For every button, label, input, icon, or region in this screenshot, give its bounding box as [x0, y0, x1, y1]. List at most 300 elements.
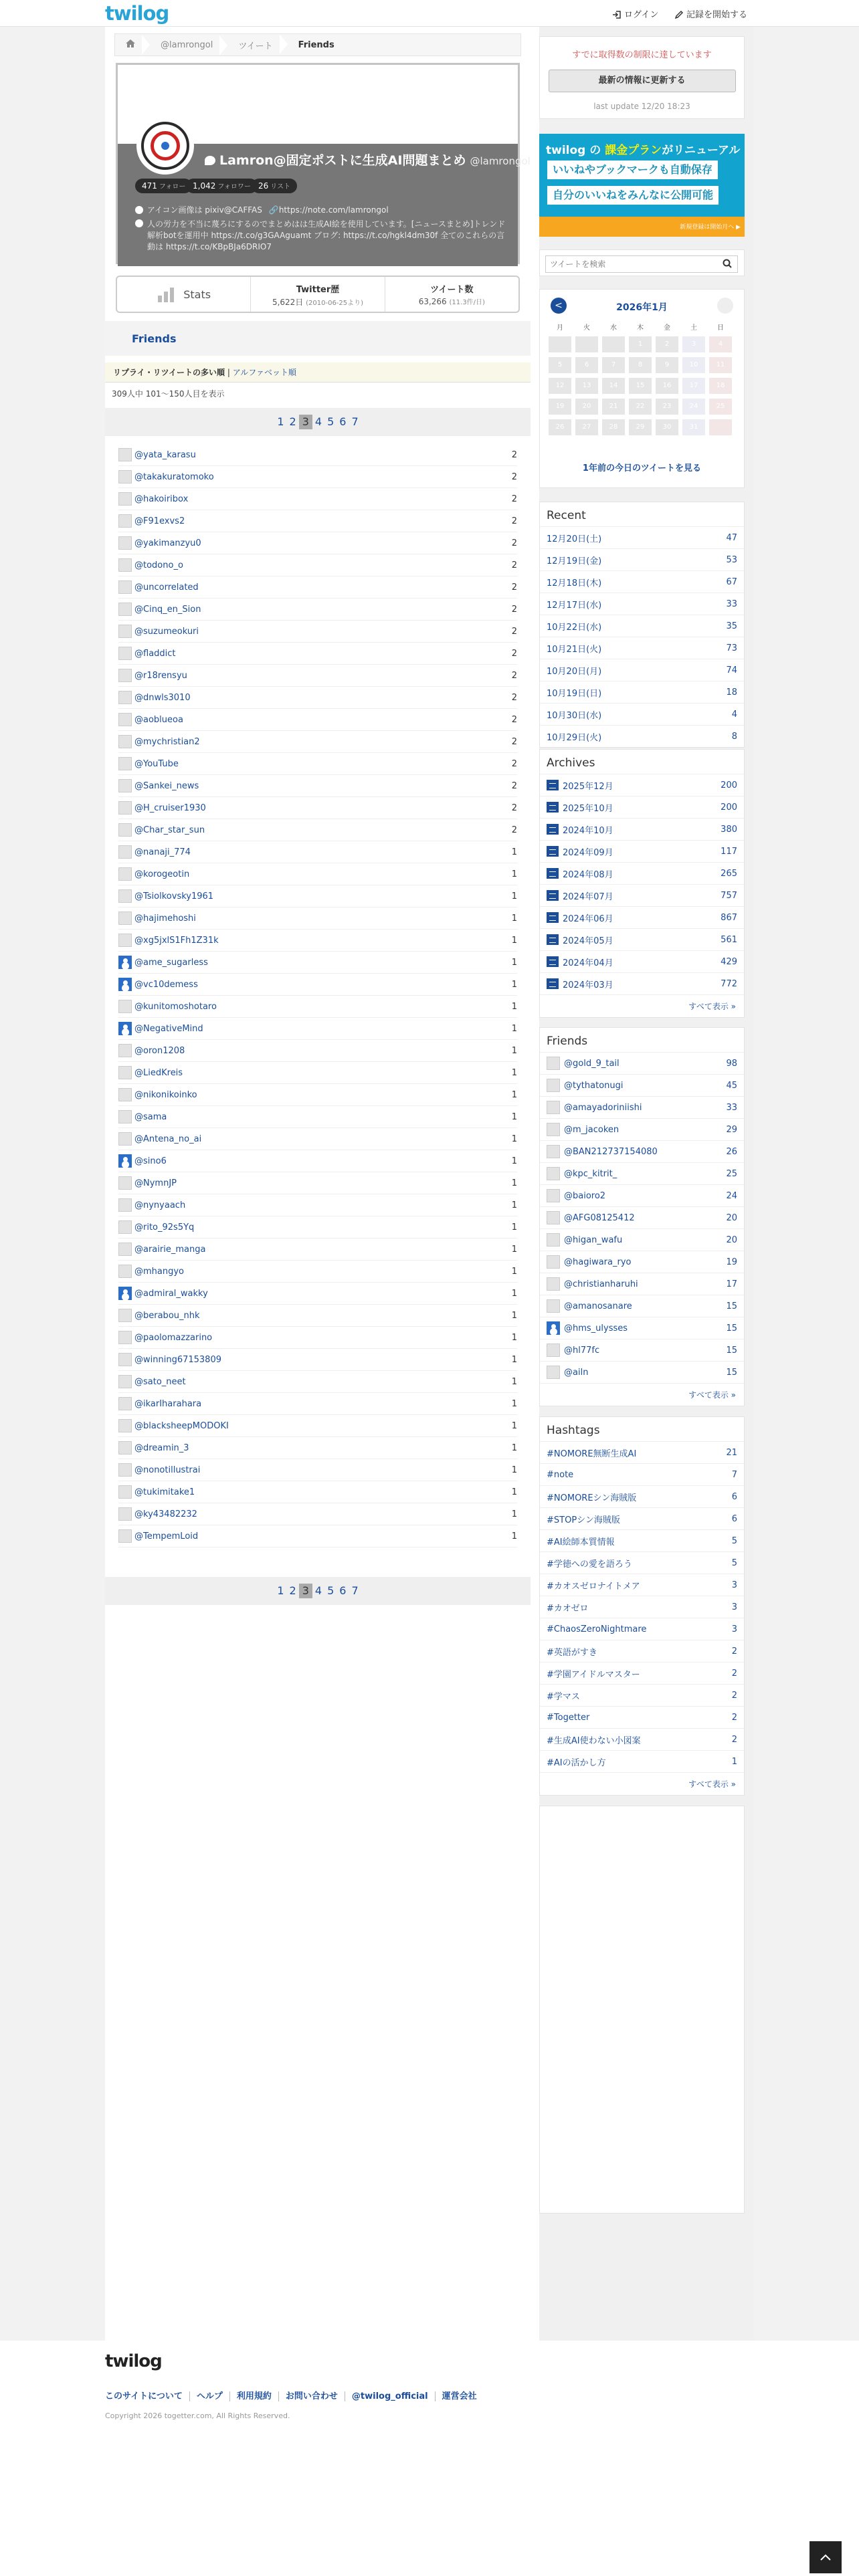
calendar-day[interactable]: 5: [549, 357, 571, 373]
friend-count: 2: [511, 780, 517, 791]
friend-name-link[interactable]: @yata_karasu: [134, 449, 196, 460]
friend-row[interactable]: [118, 797, 517, 819]
friend-name-link[interactable]: @H_cruiser1930: [134, 802, 206, 813]
sidebar-friend-row[interactable]: [540, 1074, 744, 1096]
friend-name-link[interactable]: @sama: [134, 1111, 167, 1122]
archive-month-link[interactable]: 2024年06月: [563, 914, 613, 924]
friend-row[interactable]: [118, 1172, 517, 1194]
premium-banner[interactable]: [539, 134, 745, 237]
friend-row[interactable]: [118, 665, 517, 687]
sidebar-friend-link[interactable]: @m_jacoken: [564, 1124, 619, 1135]
page-link[interactable]: 1: [277, 415, 284, 428]
follower-count-badge[interactable]: [186, 179, 258, 193]
archive-month-link[interactable]: 2025年10月: [563, 803, 613, 814]
calendar-day[interactable]: 21: [602, 399, 625, 415]
friend-row[interactable]: [118, 1239, 517, 1261]
hashtag-row[interactable]: [540, 1728, 744, 1750]
home-icon[interactable]: [115, 39, 150, 50]
hashtag-link[interactable]: #STOPシン海賊版: [547, 1515, 620, 1525]
hashtag-count: 5: [731, 1535, 737, 1546]
hashtag-row[interactable]: [540, 1463, 744, 1485]
friend-name-link[interactable]: @winning67153809: [134, 1354, 221, 1365]
hashtag-link[interactable]: #カオゼロ: [547, 1603, 589, 1614]
friend-row[interactable]: [118, 643, 517, 665]
recent-date-link[interactable]: 12月18日(木): [547, 578, 602, 588]
calendar-day[interactable]: 26: [549, 419, 571, 435]
avatar[interactable]: [136, 117, 194, 175]
friend-row[interactable]: [118, 554, 517, 576]
search-icon[interactable]: [723, 259, 732, 268]
hashtags-see-all[interactable]: すべて表示 »: [540, 1772, 744, 1795]
hashtag-row[interactable]: [540, 1551, 744, 1574]
hashtag-link[interactable]: #生成AI使わない小図案: [547, 1735, 641, 1746]
twilog-logo[interactable]: twilog: [105, 2, 169, 25]
friend-row[interactable]: [118, 1305, 517, 1327]
sidebar-friend-link[interactable]: @amanosanare: [564, 1301, 632, 1311]
friend-row[interactable]: [118, 510, 517, 532]
recent-row[interactable]: [540, 725, 744, 747]
sidebar-friend-row[interactable]: [540, 1052, 744, 1074]
archive-month-link[interactable]: 2024年04月: [563, 958, 613, 968]
footer-link[interactable]: このサイトについて: [105, 2391, 190, 2401]
sidebar-friend-row[interactable]: [540, 1317, 744, 1339]
page-link[interactable]: 7: [351, 1584, 359, 1597]
archive-month-link[interactable]: 2024年10月: [563, 825, 613, 836]
friend-row[interactable]: [118, 1216, 517, 1239]
friend-row[interactable]: [118, 907, 517, 930]
friend-name-link[interactable]: @berabou_nhk: [134, 1310, 200, 1321]
calendar-day[interactable]: 10: [682, 357, 705, 373]
recent-row[interactable]: [540, 637, 744, 659]
hashtag-row[interactable]: [540, 1618, 744, 1640]
calendar-day[interactable]: 31: [682, 419, 705, 435]
sidebar-friend-link[interactable]: @baioro2: [564, 1190, 606, 1201]
friend-row[interactable]: [118, 621, 517, 643]
friend-name-link[interactable]: @fladdict: [134, 648, 176, 659]
friend-row[interactable]: [118, 444, 517, 466]
hashtag-row[interactable]: [540, 1441, 744, 1463]
friend-count: 2: [511, 449, 517, 460]
friend-name-link[interactable]: @rito_92s5Yq: [134, 1222, 195, 1232]
back-to-top-button[interactable]: [809, 2541, 842, 2573]
friend-name-link[interactable]: @sino6: [134, 1156, 167, 1166]
friend-row[interactable]: [118, 731, 517, 753]
sidebar-friend-link[interactable]: @tythatonugi: [564, 1080, 624, 1091]
friend-row[interactable]: [118, 1194, 517, 1216]
footer-link[interactable]: ヘルプ: [197, 2391, 230, 2401]
friend-name-link[interactable]: @sato_neet: [134, 1376, 186, 1387]
friend-name-link[interactable]: @YouTube: [134, 758, 179, 769]
footer-link[interactable]: お問い合わせ: [286, 2391, 345, 2401]
calendar-day[interactable]: 17: [682, 378, 705, 394]
calendar-day[interactable]: 7: [602, 357, 625, 373]
archive-month-link[interactable]: 2024年09月: [563, 847, 613, 858]
friend-name-link[interactable]: @arairie_manga: [134, 1244, 206, 1255]
sidebar-friend-link[interactable]: @BAN212737154080: [564, 1146, 658, 1157]
archive-row[interactable]: [540, 862, 744, 884]
tweets-title: ツイート数: [430, 285, 474, 295]
sidebar-friend-link[interactable]: @gold_9_tail: [564, 1058, 619, 1069]
footer-logo[interactable]: twilog: [105, 2351, 162, 2371]
sidebar-friend-row[interactable]: [540, 1140, 744, 1162]
page-link[interactable]: 4: [314, 1584, 322, 1597]
calendar-day[interactable]: 11: [709, 357, 732, 373]
hashtag-link[interactable]: #学マス: [547, 1691, 580, 1702]
sidebar-friend-row[interactable]: [540, 1096, 744, 1118]
calendar-day[interactable]: 2: [656, 336, 678, 352]
friend-name-link[interactable]: @aoblueoa: [134, 714, 183, 725]
friend-name-link[interactable]: @nanaji_774: [134, 847, 191, 857]
friend-name-link[interactable]: @yakimanzyu0: [134, 538, 201, 548]
footer-link[interactable]: @twilog_official: [352, 2391, 436, 2401]
calendar-day[interactable]: 23: [656, 399, 678, 415]
sort-alphabetical-link[interactable]: アルファベット順: [232, 368, 296, 377]
friend-name-link[interactable]: @todono_o: [134, 560, 183, 570]
calendar-day[interactable]: 4: [709, 336, 732, 352]
friend-row[interactable]: [118, 1128, 517, 1150]
calendar-day[interactable]: 3: [682, 336, 705, 352]
recent-row[interactable]: [540, 548, 744, 570]
hashtag-link[interactable]: #英語がすき: [547, 1647, 597, 1658]
profile-name[interactable]: [205, 150, 531, 169]
archive-row[interactable]: [540, 774, 744, 796]
sidebar-friend-link[interactable]: @hl77fc: [564, 1345, 600, 1356]
hashtag-link[interactable]: #学園アイドルマスター: [547, 1669, 640, 1680]
page-link[interactable]: 1: [277, 1584, 284, 1597]
archives-see-all[interactable]: すべて表示 »: [540, 994, 744, 1017]
friend-name-link[interactable]: @oron1208: [134, 1045, 185, 1056]
sidebar-friend-row[interactable]: [540, 1251, 744, 1273]
weekday-label: 火: [583, 324, 590, 332]
calendar-day[interactable]: 29: [629, 419, 652, 435]
sidebar-friend-row[interactable]: [540, 1206, 744, 1228]
calendar-day[interactable]: 20: [575, 399, 598, 415]
sidebar-friend-link[interactable]: @amayadoriniishi: [564, 1102, 642, 1113]
hashtag-row[interactable]: [540, 1684, 744, 1706]
friend-row[interactable]: [118, 488, 517, 510]
page-link[interactable]: 6: [339, 415, 347, 428]
calendar-next-button[interactable]: [717, 298, 733, 314]
calendar-day[interactable]: 15: [629, 378, 652, 394]
sidebar-friend-link[interactable]: @christianharuhi: [564, 1279, 638, 1289]
friend-row[interactable]: [118, 709, 517, 731]
avatar-placeholder-icon: [547, 1189, 560, 1202]
friend-row[interactable]: [118, 1018, 517, 1040]
friend-count: 1: [511, 1089, 517, 1100]
calendar-day[interactable]: 6: [575, 357, 598, 373]
friend-name-link[interactable]: @paolomazzarino: [134, 1332, 213, 1343]
friend-row[interactable]: [118, 952, 517, 974]
hashtag-link[interactable]: #AIの活かし方: [547, 1757, 606, 1768]
hashtag-row[interactable]: [540, 1596, 744, 1618]
friend-name-link[interactable]: @TempemLoid: [134, 1531, 199, 1541]
friend-row[interactable]: [118, 1327, 517, 1349]
friends-see-all[interactable]: すべて表示 »: [540, 1383, 744, 1406]
avatar-placeholder-icon: [118, 647, 132, 660]
search-input[interactable]: [545, 255, 738, 273]
archive-row[interactable]: [540, 884, 744, 906]
user-icon: [118, 1287, 132, 1300]
hashtag-link[interactable]: #Togetter: [547, 1712, 590, 1723]
sidebar-friend-count: 20: [726, 1212, 737, 1223]
friend-row[interactable]: [118, 863, 517, 885]
calendar-day[interactable]: 28: [602, 419, 625, 435]
recent-date-link[interactable]: 12月19日(金): [547, 556, 602, 566]
sidebar-friend-row[interactable]: [540, 1228, 744, 1251]
follow-count-badge[interactable]: [135, 179, 192, 193]
friend-name-link[interactable]: @Tsiolkovsky1961: [134, 891, 214, 901]
hashtag-row[interactable]: [540, 1750, 744, 1772]
page-link[interactable]: 2: [289, 1584, 296, 1597]
friend-row[interactable]: [118, 687, 517, 709]
calendar-day[interactable]: 30: [656, 419, 678, 435]
recent-date-link[interactable]: 10月29日(火): [547, 732, 602, 743]
friend-row[interactable]: [118, 1525, 517, 1547]
friend-name-link[interactable]: @nonotillustrai: [134, 1465, 201, 1475]
hashtag-row[interactable]: [540, 1662, 744, 1684]
login-button[interactable]: [612, 7, 658, 20]
friend-name-link[interactable]: @mhangyo: [134, 1266, 185, 1277]
friend-row[interactable]: [118, 1084, 517, 1106]
weekday-label: 水: [610, 324, 617, 332]
friend-row[interactable]: [118, 576, 517, 599]
friend-row[interactable]: [118, 599, 517, 621]
friend-row[interactable]: [118, 1283, 517, 1305]
hashtag-link[interactable]: #NOMOREシン海賊版: [547, 1493, 637, 1503]
recent-row[interactable]: [540, 593, 744, 615]
hashtag-link[interactable]: #AI絵師本質情報: [547, 1537, 615, 1547]
friend-row[interactable]: [118, 974, 517, 996]
sidebar-friend-link[interactable]: @hms_ulysses: [564, 1323, 628, 1333]
friend-count: 2: [511, 692, 517, 703]
friend-row[interactable]: [118, 1481, 517, 1503]
person-icon: [135, 206, 143, 214]
hashtag-row[interactable]: [540, 1574, 744, 1596]
friend-name-link[interactable]: @Cinq_en_Sion: [134, 604, 201, 615]
friend-name-link[interactable]: @uncorrelated: [134, 582, 199, 593]
friend-name-link[interactable]: @tukimitake1: [134, 1487, 195, 1497]
friend-row[interactable]: [118, 885, 517, 907]
sidebar-friend-row[interactable]: [540, 1361, 744, 1383]
sidebar-friend-link[interactable]: @higan_wafu: [564, 1235, 623, 1245]
friend-name-link[interactable]: @kunitomoshotaro: [134, 1001, 217, 1012]
recent-date-link[interactable]: 10月20日(月): [547, 666, 602, 677]
friend-name-link[interactable]: @mychristian2: [134, 736, 200, 747]
page-link[interactable]: 6: [339, 1584, 347, 1597]
footer-link[interactable]: 運営会社: [442, 2391, 477, 2401]
sidebar-friend-count: 15: [726, 1323, 737, 1333]
archive-month-link[interactable]: 2024年07月: [563, 891, 613, 902]
friend-row[interactable]: [118, 1393, 517, 1415]
calendar-day[interactable]: 14: [602, 378, 625, 394]
recent-row[interactable]: [540, 615, 744, 637]
calendar-prev-button[interactable]: <: [551, 298, 567, 314]
recent-row[interactable]: [540, 526, 744, 548]
breadcrumb-tweets[interactable]: ツイート: [227, 39, 287, 51]
calendar-day[interactable]: 25: [709, 399, 732, 415]
archive-month-link[interactable]: 2024年03月: [563, 980, 613, 990]
recent-date-link[interactable]: 12月17日(水): [547, 600, 602, 611]
friend-name-link[interactable]: @Antena_no_ai: [134, 1134, 202, 1144]
update-box: [539, 36, 745, 119]
page-link[interactable]: 5: [327, 415, 335, 428]
hashtag-link[interactable]: #カオスゼロナイトメア: [547, 1581, 640, 1592]
friend-name-link[interactable]: @F91exvs2: [134, 516, 185, 526]
start-record-button[interactable]: [674, 7, 747, 20]
sidebar-friend-link[interactable]: @hagiwara_ryo: [564, 1257, 632, 1267]
friend-name-link[interactable]: @LiedKreis: [134, 1067, 183, 1078]
sidebar-friend-link[interactable]: @kpc_kitrit_: [564, 1168, 617, 1179]
hashtag-row[interactable]: [540, 1640, 744, 1662]
recent-date-link[interactable]: 10月21日(火): [547, 644, 602, 655]
friend-count: 1: [511, 1332, 517, 1343]
calendar-day[interactable]: 22: [629, 399, 652, 415]
friend-name-link[interactable]: @ame_sugarless: [134, 957, 208, 968]
friend-row[interactable]: [118, 775, 517, 797]
friend-row[interactable]: [118, 1503, 517, 1525]
sidebar-friend-row[interactable]: [540, 1295, 744, 1317]
friend-row[interactable]: [118, 1371, 517, 1393]
sidebar-friend-count: 15: [726, 1301, 737, 1311]
friend-name-link[interactable]: @admiral_wakky: [134, 1288, 208, 1299]
sidebar-friend-count: 98: [726, 1058, 737, 1069]
friend-name-link[interactable]: @hajimehoshi: [134, 913, 196, 924]
page-link[interactable]: 2: [289, 415, 296, 428]
page-link[interactable]: 7: [351, 415, 359, 428]
list-count-badge[interactable]: [252, 179, 297, 193]
archive-row[interactable]: [540, 906, 744, 928]
breadcrumb-user[interactable]: @lamrongol: [150, 40, 227, 50]
recent-row[interactable]: [540, 659, 744, 681]
recent-row[interactable]: [540, 703, 744, 725]
stats-button[interactable]: [117, 277, 251, 312]
archive-month-link[interactable]: 2024年05月: [563, 936, 613, 946]
friend-name-link[interactable]: @blacksheepMODOKI: [134, 1420, 229, 1431]
friend-row[interactable]: [118, 930, 517, 952]
friend-row[interactable]: [118, 1437, 517, 1459]
calendar-day[interactable]: 16: [656, 378, 678, 394]
calendar-day[interactable]: 8: [629, 357, 652, 373]
friend-row[interactable]: [118, 466, 517, 488]
calendar-day[interactable]: 1: [629, 336, 652, 352]
sidebar-friend-count: 15: [726, 1367, 737, 1378]
hashtag-row[interactable]: [540, 1507, 744, 1529]
friend-row[interactable]: [118, 753, 517, 775]
friend-row[interactable]: [118, 1349, 517, 1371]
friend-row[interactable]: [118, 1106, 517, 1128]
calendar-day[interactable]: 27: [575, 419, 598, 435]
hashtag-link[interactable]: #学徳への愛を語ろう: [547, 1559, 632, 1570]
recent-date-link[interactable]: 10月30日(水): [547, 710, 602, 721]
friend-name-link[interactable]: @korogeotin: [134, 869, 190, 879]
sidebar-friend-row[interactable]: [540, 1184, 744, 1206]
friend-name-link[interactable]: @nikonikoinko: [134, 1089, 197, 1100]
calendar-day[interactable]: 13: [575, 378, 598, 394]
friend-name-link[interactable]: @vc10demess: [134, 979, 198, 990]
friend-count: 1: [511, 869, 517, 879]
friend-name-link[interactable]: @NegativeMind: [134, 1023, 203, 1034]
friend-name-link[interactable]: @Char_star_sun: [134, 825, 205, 835]
recent-date-link[interactable]: 12月20日(土): [547, 534, 602, 544]
friend-name-link[interactable]: @ky43482232: [134, 1509, 197, 1519]
friend-name-link[interactable]: @r18rensyu: [134, 670, 187, 681]
archive-row[interactable]: [540, 928, 744, 950]
profile-handle: @lamrongol: [470, 155, 531, 167]
recent-date-link[interactable]: 10月22日(水): [547, 622, 602, 633]
archive-month-link[interactable]: 2025年12月: [563, 781, 613, 792]
friend-name-link[interactable]: @nynyaach: [134, 1200, 186, 1210]
sidebar-friend-row[interactable]: [540, 1118, 744, 1140]
friend-name-link[interactable]: @xg5jxlS1Fh1Z31k: [134, 935, 219, 946]
update-button[interactable]: 最新の情報に更新する: [549, 70, 736, 92]
friend-name-link[interactable]: @ikarIharahara: [134, 1398, 202, 1409]
hashtag-link[interactable]: #note: [547, 1469, 574, 1480]
archive-row[interactable]: [540, 950, 744, 972]
sidebar-friend-row[interactable]: [540, 1339, 744, 1361]
hashtag-link[interactable]: #ChaosZeroNightmare: [547, 1624, 647, 1634]
friend-name-link[interactable]: @NymnJP: [134, 1178, 177, 1188]
calendar-day[interactable]: 24: [682, 399, 705, 415]
friend-row[interactable]: [118, 996, 517, 1018]
friend-name-link[interactable]: @Sankei_news: [134, 780, 199, 791]
friend-row[interactable]: [118, 532, 517, 554]
hashtag-row[interactable]: [540, 1485, 744, 1507]
friend-name-link[interactable]: @suzumeokuri: [134, 626, 199, 637]
sidebar-friend-row[interactable]: [540, 1273, 744, 1295]
calendar-day[interactable]: 12: [549, 378, 571, 394]
page-link[interactable]: 5: [327, 1584, 335, 1597]
archive-row[interactable]: [540, 796, 744, 818]
friend-name-link[interactable]: @dnwls3010: [134, 692, 191, 703]
sidebar-friend-link[interactable]: @ailn: [564, 1367, 589, 1378]
hashtag-row[interactable]: [540, 1706, 744, 1728]
friend-name-link[interactable]: @dreamin_3: [134, 1442, 189, 1453]
friend-row[interactable]: [118, 1062, 517, 1084]
sidebar-friend-row[interactable]: [540, 1162, 744, 1184]
sidebar-friend-link[interactable]: @AFG08125412: [564, 1212, 635, 1223]
recent-row[interactable]: [540, 570, 744, 593]
history-sub: (2010-06-25より): [306, 300, 364, 307]
calendar-day[interactable]: 19: [549, 399, 571, 415]
page-link[interactable]: 4: [314, 415, 322, 428]
year-ago-link[interactable]: 1年前の今日のツイートを見る: [582, 463, 702, 473]
calendar-day[interactable]: 9: [656, 357, 678, 373]
archive-row[interactable]: [540, 818, 744, 840]
friend-name-link[interactable]: @hakoiribox: [134, 494, 189, 504]
friend-name-link[interactable]: @takakuratomoko: [134, 471, 214, 482]
friend-row[interactable]: [118, 1415, 517, 1437]
archive-month-link[interactable]: 2024年08月: [563, 869, 613, 880]
friend-row[interactable]: [118, 1261, 517, 1283]
calendar-day[interactable]: 18: [709, 378, 732, 394]
archive-row[interactable]: [540, 840, 744, 862]
limit-message: すでに取得数の制限に達しています: [572, 50, 712, 60]
archive-row[interactable]: [540, 972, 744, 994]
friend-row[interactable]: [118, 1150, 517, 1172]
friends-widget: [539, 1027, 745, 1406]
friend-row[interactable]: [118, 1459, 517, 1481]
recent-row[interactable]: [540, 681, 744, 703]
hashtag-link[interactable]: #NOMORE無断生成AI: [547, 1448, 637, 1459]
hashtag-row[interactable]: [540, 1529, 744, 1551]
friend-row[interactable]: [118, 1040, 517, 1062]
footer-link[interactable]: 利用規約: [237, 2391, 279, 2401]
friend-row[interactable]: [118, 841, 517, 863]
avatar-placeholder-icon: [118, 889, 132, 903]
friend-row[interactable]: [118, 819, 517, 841]
recent-date-link[interactable]: 10月19日(日): [547, 688, 602, 699]
profile-url[interactable]: https://note.com/lamrongol: [278, 205, 389, 215]
